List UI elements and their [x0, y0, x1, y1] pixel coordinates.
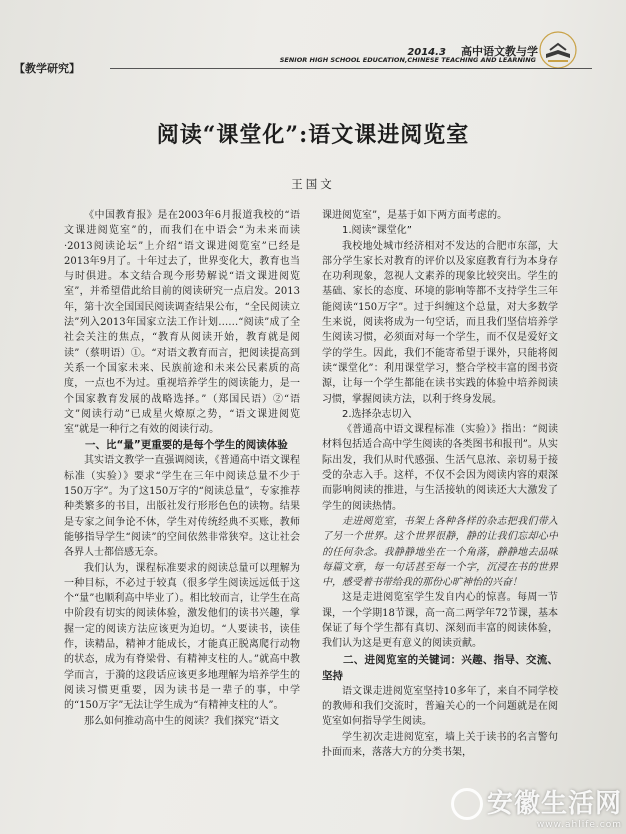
article-title: 阅读“课堂化”:语文课进阅览室 [156, 122, 470, 148]
watermark-name: 安徽生活网 [486, 788, 622, 819]
header-rule [110, 68, 592, 69]
paragraph: 我们认为，课程标准要求的阅读总量可以理解为一种目标，不必过于较真（很多学生阅读远远低于这个“量”也顺利高中毕业了）。相比较而言，让学生在高中阶段有切实的阅读体验，激发他们的读书兴趣，掌握一定的阅读方法应该更为迫切。“人要读书，读佳作，读精品，精神才能成长，才能真正脱离爬行动物的状态，成为有脊梁骨、有精神支柱的人。”就高中教学而言，于漪的这段话应该更多地理解为培养学生的阅读习惯更重要，因为读书是一辈子的事，中学的“150万字”无法让学生成为“有精神支柱的人”。 [64, 562, 300, 712]
paragraph: 语文课走进阅览室坚持10多年了，来自不同学校的教师和我们交流时，普遍关心的一个问题就是在阅览室如何指导学生阅读。 [322, 685, 558, 728]
section-heading: 一、比“量”更重要的是每个学生的阅读体验 [85, 439, 288, 452]
paragraph-continued: 课进阅览室”，是基于如下两方面考虑的。 [322, 210, 508, 221]
site-watermark [451, 783, 622, 831]
book-emblem-icon [538, 30, 578, 70]
section-heading: 二、进阅览室的关键词：兴趣、指导、交流、坚持 [322, 653, 558, 682]
paragraph: 这是走进阅览室学生发自内心的惊喜。每周一节课，一个学期18节课，高一高二两学年72节课，基本保证了每个学生都有真切、深刻而丰富的阅读体验，我们认为这是更有意义的阅读贡献。 [322, 592, 558, 650]
paragraph: 其实语文教学一直强调阅读，《普通高中语文课程标准（实验）》要求“学生在三年中阅读总量不少于150万字”。为了这150万字的“阅读总量”，专家推荐种类繁多的书目，出版社发行形形色色的读物。结果是专家之间争论不休，学生对传统经典不买账，教师能够指导学生“阅读”的空间依然非常狭窄。这让社会各界人士都倍感无奈。 [64, 455, 300, 559]
journal-title-cn: 高中语文教与学 [461, 45, 538, 58]
left-column [64, 208, 300, 834]
paragraph: 那么如何推动高中生的阅读？我们探究“语文 [84, 715, 280, 727]
paragraph: 《中国教育报》是在2003年6月报道我校的“语文课进阅览室”的，而我们在中语会“为未来而读·2013阅读论坛”上介绍“语文课进阅览室”已经是2013年9月了。十年过去了，世界变化大，教育也当与时俱进。本文结合现今形势解说“语文课进阅览室”，并希望借此给目前的阅读研究一点启发。2013年，第十次全国国民阅读调查结果公布，“全民阅读立法”列入2013年国家立法工作计划……“阅读”成了全社会关注的焦点，“教育从阅读开始，教育就是阅读”（蔡明语）①。“对语文教育而言，把阅读提高到关系一个国家未来、民族前途和未来公民素质的高度，一点也不为过。重视培养学生的阅读能力，是一个国家教育发展的战略选择。”（郑国民语）②“语文”阅读行动”已成星火燎原之势，“语文课进阅览室”就是一种行之有效的阅读行动。 [64, 210, 300, 436]
ring-logo-icon [451, 788, 483, 820]
subsection-heading: 2.选择杂志切入 [342, 408, 412, 420]
journal-title-en: SENIOR HIGH SCHOOL EDUCATION,CHINESE TEACHING AND LEARNING [279, 56, 536, 64]
student-quote: 走进阅览室，书架上各种各样的杂志把我们带入了另一个世界。这个世界很静，静的让我们忘却心中的任何杂念。我静静地坐在一个角落，静静地去品味每篇文章，每一句话甚至每一个字，沉浸在书的世界中，感受着书带给我的那份心旷神怡的兴奋！ [322, 515, 558, 589]
article-author: 王国文 [291, 177, 335, 191]
subsection-heading: 1.阅读“课堂化” [342, 225, 412, 237]
column-tag: 【教学研究】 [14, 62, 80, 75]
watermark-url: www.ahlife.com [536, 820, 622, 830]
paragraph: 我校地处城市经济相对不发达的合肥市东部，大部分学生家长对教育的评价以及家庭教育行为本身存在功利现象，忽视人文素养的现象比较突出。学生的基础、家长的态度、环境的影响等都不支持学生三年能阅读“150万字”。过于纠缠这个总量，对大多数学生来说，阅读将成为一句空话，而且我们坚信培养学生阅读习惯，必须面对每一个学生，而不仅是爱好文学的学生。因此，我们不能寄希望于课外，只能将阅读“课堂化”：利用课堂学习，整合学校丰富的图书资源，让每一个学生都能在读书实践的体验中培养阅读习惯，掌握阅读方法，以利于终身发展。 [322, 240, 558, 405]
issue-number: 2014.3 [407, 47, 446, 58]
paragraph: 学生初次走进阅览室，墙上关于读书的名言警句扑面而来，落落大方的分类书架， [322, 731, 558, 758]
paragraph: 《普通高中语文课程标准（实验）》指出：“阅读材料包括适合高中学生阅读的各类图书和报刊”。从实际出发，我们从时代感强、生活气息浓、亲切易于接受的杂志入手。这样，不仅不会因为阅读内容的艰深而影响阅读的推进，与生活接轨的阅读还大大激发了学生的阅读热情。 [322, 424, 558, 512]
right-column [322, 208, 558, 834]
